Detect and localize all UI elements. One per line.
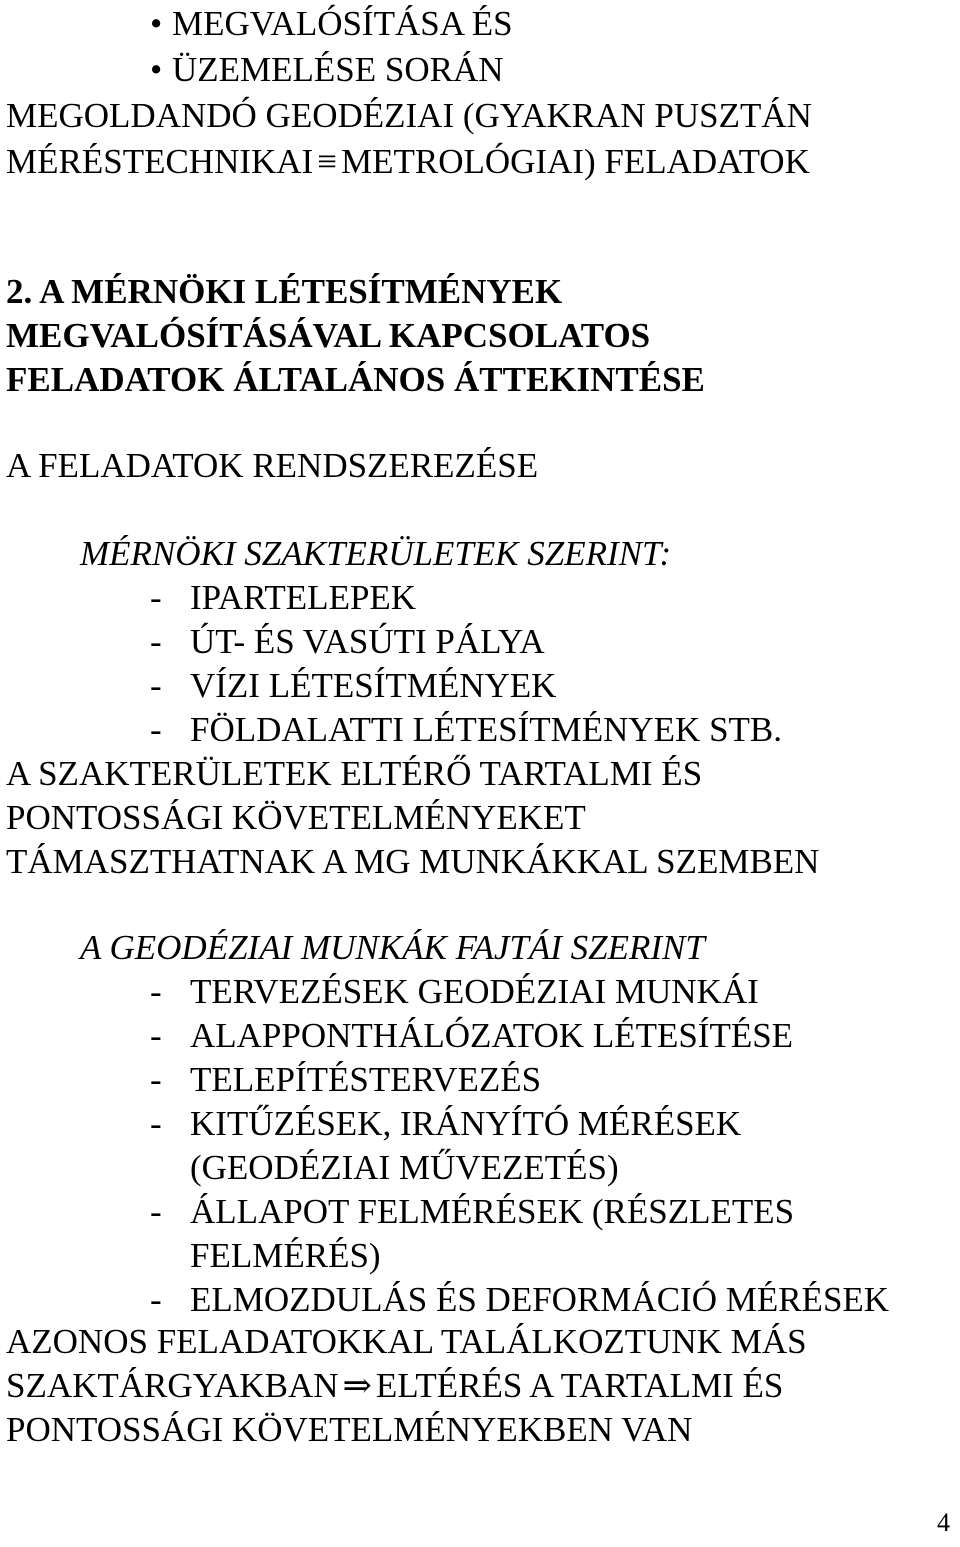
list-item: - VÍZI LÉTESÍTMÉNYEK [150, 666, 557, 705]
text-line: A SZAKTERÜLETEK ELTÉRŐ TARTALMI ÉS [6, 754, 703, 793]
text-line: TÁMASZTHATNAK A MG MUNKÁKKAL SZEMBEN [6, 842, 820, 881]
list-item-continuation: FELMÉRÉS) [190, 1236, 381, 1275]
list-item: - TELEPÍTÉSTERVEZÉS [150, 1060, 542, 1099]
list-title: A GEODÉZIAI MUNKÁK FAJTÁI SZERINT [80, 928, 705, 967]
list-item: - ALAPPONTHÁLÓZATOK LÉTESÍTÉSE [150, 1016, 794, 1055]
section-heading: MEGVALÓSÍTÁSÁVAL KAPCSOLATOS [6, 316, 651, 355]
bullet-icon: • [150, 50, 163, 89]
text-line: MÉRÉSTECHNIKAI ≡ METROLÓGIAI) FELADATOK [6, 140, 810, 184]
page-number: 4 [937, 1508, 950, 1537]
section-heading: FELADATOK ÁLTALÁNOS ÁTTEKINTÉSE [6, 360, 705, 399]
bullet-item: • MEGVALÓSÍTÁSA ÉS [150, 2, 513, 46]
list-item: - TERVEZÉSEK GEODÉZIAI MUNKÁI [150, 972, 759, 1011]
list-item: - KITŰZÉSEK, IRÁNYÍTÓ MÉRÉSEK [150, 1104, 742, 1143]
bullet-icon: • [150, 4, 163, 43]
list-item-continuation: (GEODÉZIAI MŰVEZETÉS) [190, 1148, 619, 1187]
bullet-item: • ÜZEMELÉSE SORÁN [150, 48, 504, 92]
section-heading: 2. A MÉRNÖKI LÉTESÍTMÉNYEK [6, 272, 563, 311]
text-line: PONTOSSÁGI KÖVETELMÉNYEKBEN VAN [6, 1410, 693, 1449]
list-item: - ÚT- ÉS VASÚTI PÁLYA [150, 622, 545, 661]
subheading: A FELADATOK RENDSZEREZÉSE [6, 446, 539, 485]
list-item: - ÁLLAPOT FELMÉRÉSEK (RÉSZLETES [150, 1192, 795, 1231]
list-title: MÉRNÖKI SZAKTERÜLETEK SZERINT: [80, 534, 672, 573]
list-item: - IPARTELEPEK [150, 578, 417, 617]
list-item: - ELMOZDULÁS ÉS DEFORMÁCIÓ MÉRÉSEK [150, 1280, 890, 1319]
text-line: SZAKTÁRGYAKBAN ⇒ ELTÉRÉS A TARTALMI ÉS [6, 1364, 783, 1408]
implies-arrow-icon: ⇒ [342, 1366, 372, 1405]
identical-to-icon: ≡ [317, 142, 337, 181]
text-line: MEGOLDANDÓ GEODÉZIAI (GYAKRAN PUSZTÁN [6, 96, 812, 135]
text-line: PONTOSSÁGI KÖVETELMÉNYEKET [6, 798, 586, 837]
text-line: AZONOS FELADATOKKAL TALÁLKOZTUNK MÁS [6, 1322, 807, 1361]
list-item: - FÖLDALATTI LÉTESÍTMÉNYEK STB. [150, 710, 783, 749]
